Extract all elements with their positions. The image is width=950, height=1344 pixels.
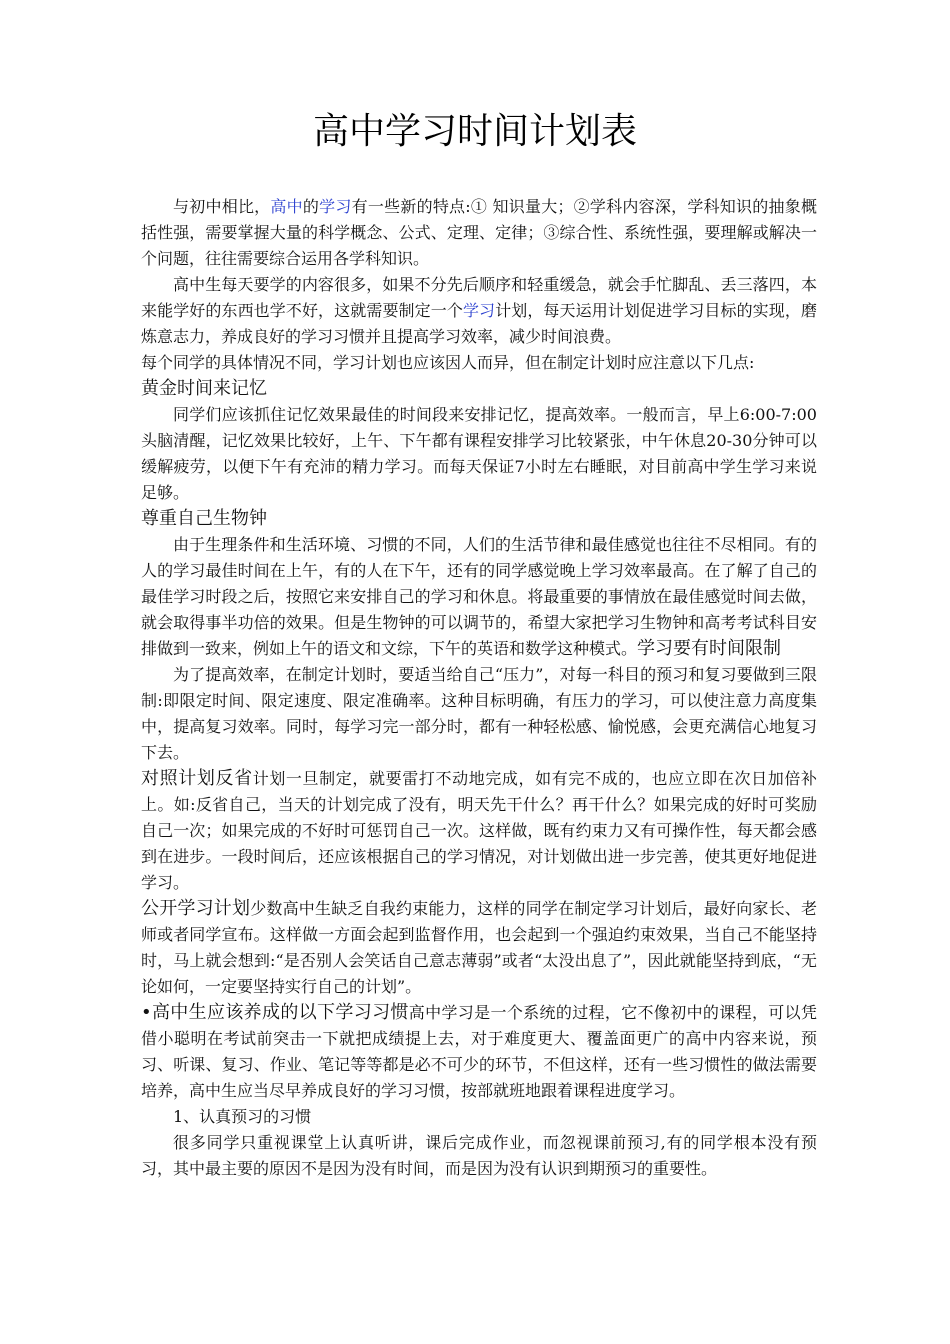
document-body	[141, 194, 817, 1182]
link-xuexi[interactable]: 学习	[319, 197, 352, 216]
section-text: 由于生理条件和生活环境、习惯的不同，人们的生活节律和最佳感觉也往往不尽相同。有的人的学习最佳时间在上午，有的人在下午，还有的同学感觉晚上学习效率最高。在了解了自己的最佳学习时段之后，按照它来安排自己的学习和休息。将最重要的事情放在最佳感觉时间去做，就会取得事半功倍的效果。但是生物钟的可以调节的，希望大家把学习生物钟和高考考试科目安排做到一致来，例如上午的语文和文综，下午的英语和数学这种模式。	[141, 535, 817, 658]
link-gaozhong[interactable]: 高中	[270, 197, 303, 216]
subsection-heading-preview: 1、认真预习的习惯	[173, 1107, 312, 1126]
section-reflect	[141, 766, 817, 896]
section-heading-habits: •高中生应该养成的以下学习习惯	[141, 1002, 409, 1023]
section-text: 计划一旦制定，就要雷打不动地完成，如有完不成的，也应立即在次日加倍补上。如:反省自己，当天的计划完成了没有，明天先干什么？再干什么？如果完成的好时可奖励自己一次；如果完成的不好时可惩罚自己一次。这样做，既有约束力又有可操作性，每天都会感到在进步。一段时间后，还应该根据自己的学习情况，对计划做出进一步完善，使其更好地促进学习。	[141, 769, 817, 892]
intro-text: 高中生每天要学的内容很多，如果不分先后顺序和轻重缓急，就会手忙脚乱、丢三落四，本来能学好的东西也学不好，这就需要制定一个	[141, 275, 817, 320]
section-heading-biological-clock: 尊重自己生物钟	[141, 508, 267, 529]
section-text: 高中学习是一个系统的过程，它不像初中的课程，可以凭借小聪明在考试前突击一下就把成绩提上去，对于难度更大、覆盖面更广的高中内容来说，预习、听课、复习、作业、笔记等等都是必不可少的环节，不但这样，还有一些习惯性的做法需要培养，高中生应当尽早养成良好的学习习惯，按部就班地跟着课程进度学习。	[141, 1003, 817, 1100]
section-text-golden-time: 同学们应该抓住记忆效果最佳的时间段来安排记忆，提高效率。一般而言，早上6:00-7:00头脑清醒，记忆效果比较好，上午、下午都有课程安排学习比较紧张，中午休息20-30分钟可以缓解疲劳，以便下午有充沛的精力学习。而每天保证7小时左右睡眠，对目前高中学生学习来说足够。	[141, 405, 817, 502]
section-habits	[141, 1000, 817, 1104]
section-heading-golden-time: 黄金时间来记忆	[141, 378, 267, 399]
section-text: 少数高中生缺乏自我约束能力，这样的同学在制定学习计划后，最好向家长、老师或者同学宣布。这样做一方面会起到监督作用，也会起到一个强迫约束效果，当自己不能坚持时，马上就会想到:“是否别人会笑话自己意志薄弱”或者“太没出息了”，因此就能坚持到底，“无论如何，一定要坚持实行自己的计划”。	[141, 899, 817, 996]
intro-text: 与初中相比，	[173, 197, 271, 216]
intro-text: 计划，每天运用计划促进学习目标的实现，磨炼意志力，养成良好的学习习惯并且提高学习效率，减少时间浪费。	[141, 301, 817, 346]
intro-text: 的	[302, 197, 320, 216]
section-heading-public-plan: 公开学习计划	[141, 898, 251, 919]
section-text-biological-clock	[141, 532, 817, 662]
intro-paragraph-1	[141, 194, 817, 272]
link-xuexi-2[interactable]: 学习	[462, 301, 496, 320]
subsection-text-preview: 很多同学只重视课堂上认真听讲，课后完成作业，而忽视课前预习,有的同学根本没有预习，其中最主要的原因不是因为没有时间，而是因为没有认识到期预习的重要性。	[141, 1133, 817, 1178]
section-public-plan	[141, 896, 817, 1000]
section-heading-time-limit: 学习要有时间限制	[637, 638, 782, 659]
intro-text: 有一些新的特点:① 知识量大；②学科内容深，学科知识的抽象概括性强，需要掌握大量的科学概念、公式、定理、定律；③综合性、系统性强，要理解或解决一个问题，往往需要综合运用各学科知识。	[141, 197, 817, 268]
section-heading-reflect: 对照计划反省	[141, 768, 253, 789]
document-title: 高中学习时间计划表	[312, 111, 637, 152]
intro-paragraph-3: 每个同学的具体情况不同，学习计划也应该因人而异，但在制定计划时应注意以下几点:	[141, 353, 755, 372]
intro-paragraph-2	[141, 272, 817, 350]
section-text-time-limit: 为了提高效率，在制定计划时，要适当给自己“压力”，对每一科目的预习和复习要做到三限制:即限定时间、限定速度、限定准确率。这种目标明确，有压力的学习，可以使注意力高度集中，提高复习效率。同时，每学习完一部分时，都有一种轻松感、愉悦感，会更充满信心地复习下去。	[141, 665, 817, 762]
